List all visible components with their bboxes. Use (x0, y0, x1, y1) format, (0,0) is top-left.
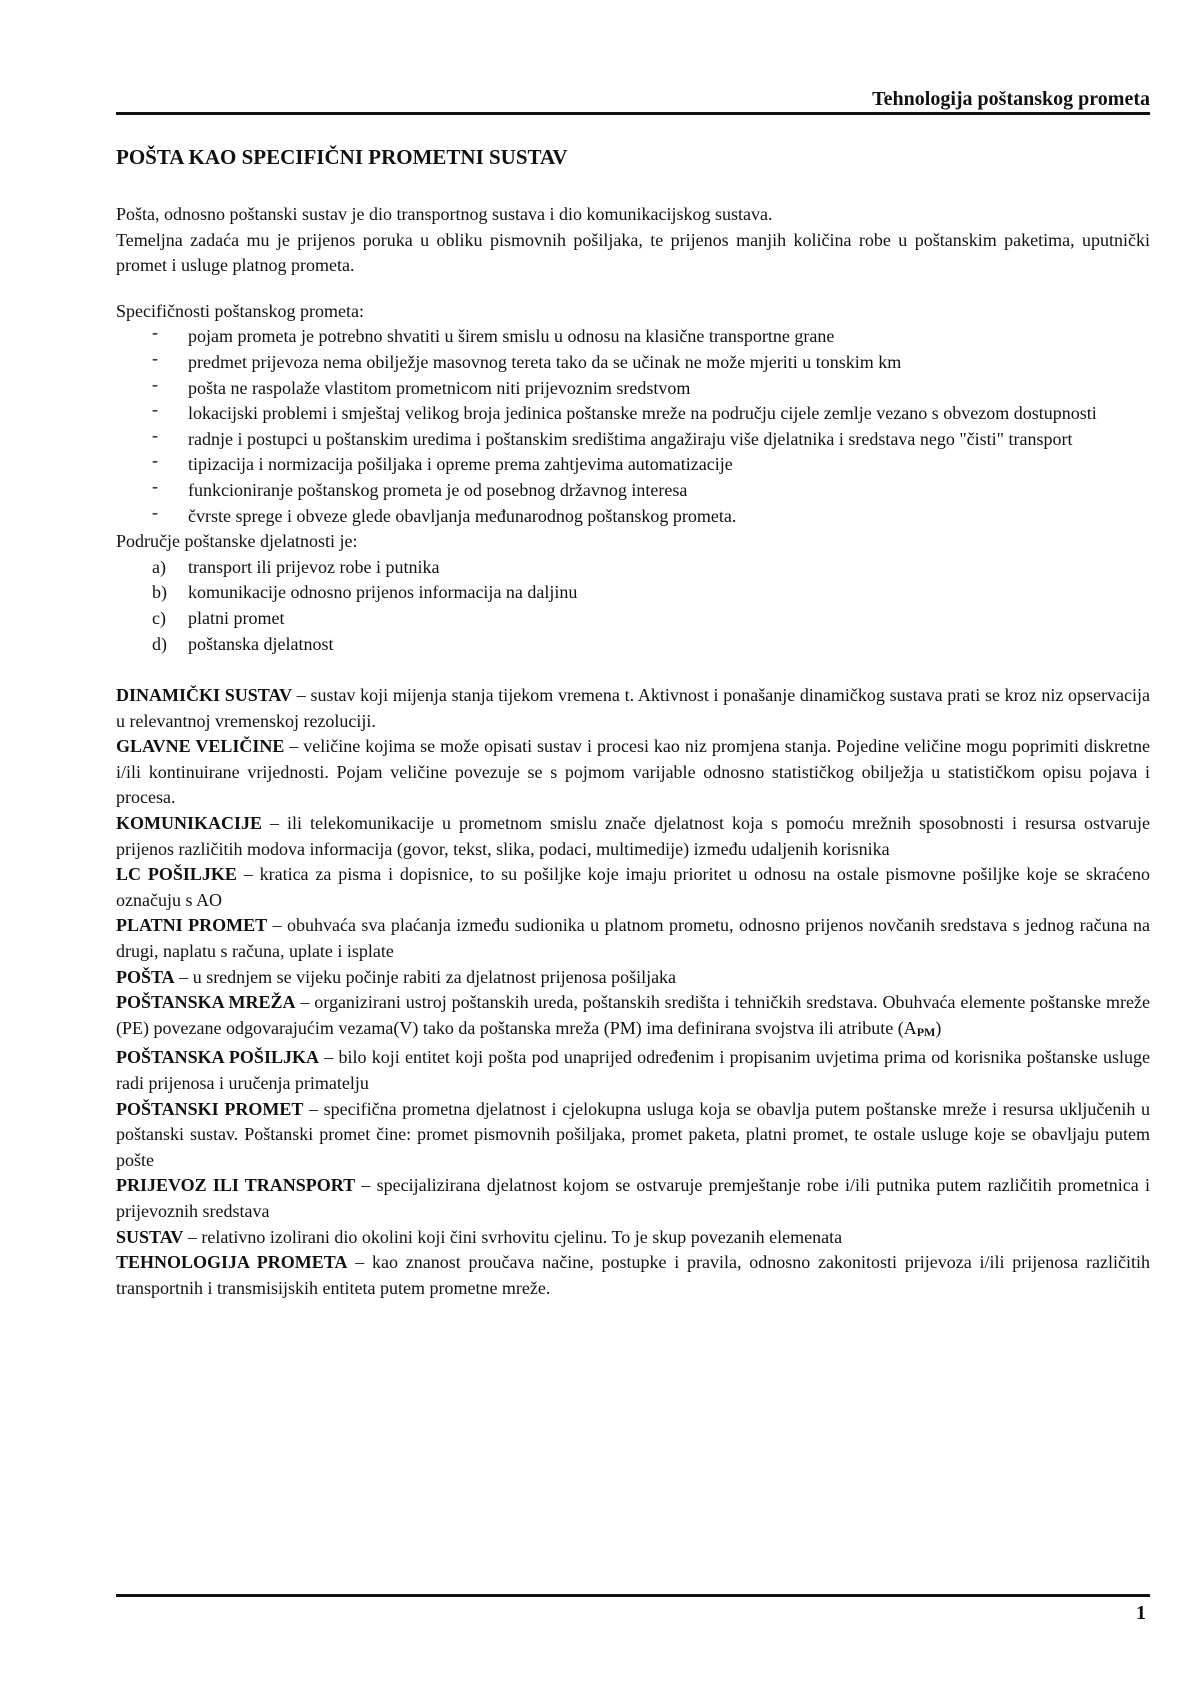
list-item: c) platni promet (152, 607, 285, 628)
list-item: a) transport ili prijevoz robe i putnika (152, 556, 440, 577)
glossary-term: TEHNOLOGIJA PROMETA (116, 1252, 348, 1273)
list-item: d) poštanska djelatnost (152, 633, 334, 654)
bullet-marker: - (152, 347, 158, 368)
list-item: b) komunikacije odnosno prijenos informacija na daljinu (152, 582, 578, 603)
glossary-entry: TEHNOLOGIJA PROMETA – kao znanost proučava načine, postupke i pravila, odnosno zakonitosti prijevoza i/ili prijenosa različitih transportnih i transmisijskih entiteta putem prometne mreže. (116, 1252, 1150, 1298)
list-item: - predmet prijevoza nema obilježje masovnog tereta tako da se učinak ne može mjeriti u tonskim km (152, 347, 902, 372)
glossary (116, 683, 1150, 1301)
glossary-entry: PRIJEVOZ ILI TRANSPORT – specijalizirana djelatnost kojom se ostvaruje premještanje robe i/ili putnika putem različitih prometnica i prijevoznih sredstava (116, 1175, 1150, 1221)
specificities-list (116, 324, 1150, 529)
bullet-marker: - (152, 501, 158, 522)
glossary-term: POŠTA (116, 966, 175, 987)
glossary-entry: GLAVNE VELIČINE – veličine kojima se može opisati sustav i procesi kao niz promjena stanja. Pojedine veličine mogu poprimiti diskretne i/ili kontinuirane vrijednosti. Pojam veličine povezuje se s pojmom varijable odnosno statističkog obilježja u statističkom opisu pojava i procesa. (116, 736, 1151, 808)
glossary-entry: POŠTANSKA MREŽA – organizirani ustroj poštanskih ureda, poštanskih središta i tehničkih sredstava. Obuhvaća elemente poštanske mreže (PE) povezane odgovarajućim vezama(V) tako da poštanska mreža (PM) ima definirana svojstva ili atribute $(A_{PM})$ (116, 992, 1150, 1039)
list-item: - radnje i postupci u poštanskim uredima i poštanskim središtima angažiraju više djelatnika i sredstava nego "čisti" transport (152, 424, 1073, 449)
glossary-entry: KOMUNIKACIJE – ili telekomunikacije u prometnom smislu znače djelatnost koja s pomoću mrežnih sposobnosti i resursa ostvaruje prijenos različitih modova informacija (govor, tekst, slika, podaci, multimedije) između udaljenih korisnika (116, 813, 1150, 859)
header-rule (116, 112, 1150, 115)
bullet-marker: - (152, 424, 158, 445)
areas-heading: Područje poštanske djelatnosti je: (116, 531, 358, 552)
glossary-entry: SUSTAV – relativno izolirani dio okolini koji čini svrhovitu cjelinu. To je skup povezanih elemenata (116, 1226, 843, 1247)
running-header: Tehnologija poštanskog prometa (872, 88, 1150, 110)
list-item: - lokacijski problemi i smještaj velikog broja jedinica poštanske mreže na području cijele zemlje vezano s obvezom dostupnosti (152, 399, 1097, 424)
glossary-term: PRIJEVOZ ILI TRANSPORT (116, 1175, 356, 1196)
glossary-term: SUSTAV (116, 1226, 184, 1247)
intro-paragraph-2: Temeljna zadaća mu je prijenos poruka u obliku pismovnih pošiljaka, te prijenos manjih količina robe u poštanskim paketima, uputnički promet i usluge platnog prometa. (116, 229, 1150, 276)
bullet-marker: - (152, 322, 158, 343)
glossary-term: POŠTANSKI PROMET (116, 1098, 304, 1119)
glossary-term: POŠTANSKA POŠILJKA (116, 1047, 319, 1068)
glossary-term: GLAVNE VELIČINE (116, 736, 285, 757)
list-item: - funkcioniranje poštanskog prometa je od posebnog državnog interesa (152, 475, 688, 500)
glossary-entry: DINAMIČKI SUSTAV – sustav koji mijenja stanja tijekom vremena t. Aktivnost i ponašanje dinamičkog sustava prati se kroz niz opservacija u relevantnoj vremenskoj rezoluciji. (116, 685, 1151, 731)
list-item: - pošta ne raspolaže vlastitom prometnicom niti prijevoznim sredstvom (152, 373, 691, 398)
areas-list (116, 555, 1150, 657)
bullet-marker: - (152, 373, 158, 394)
glossary-term: DINAMIČKI SUSTAV (116, 685, 293, 706)
glossary-entry: POŠTANSKA POŠILJKA – bilo koji entitet koji pošta pod unaprijed određenim i propisanim uvjetima prima od korisnika poštanske usluge radi prijenosa i uručenja primatelju (116, 1047, 1150, 1093)
glossary-entry: POŠTANSKI PROMET – specifična prometna djelatnost i cjelokupna usluga koja se obavlja putem poštanske mreže i resursa uključenih u poštanski sustav. Poštanski promet čine: promet pismovnih pošiljaka, promet paketa, platni promet, te ostale usluge koje se obavljaju putem pošte (116, 1098, 1151, 1170)
list-item: - pojam prometa je potrebno shvatiti u širem smislu u odnosu na klasične transportne grane (152, 322, 835, 347)
footer-rule (116, 1594, 1150, 1597)
list-item: - čvrste sprege i obveze glede obavljanja međunarodnog poštanskog prometa. (152, 501, 737, 526)
specificities-heading: Specifičnosti poštanskog prometa: (116, 300, 364, 321)
page-content (116, 144, 1150, 1301)
glossary-entry: PLATNI PROMET – obuhvaća sva plaćanja između sudionika u platnom prometu, odnosno prijenos novčanih sredstava s jednog računa na drugi, naplatu s računa, uplate i isplate (116, 915, 1150, 962)
glossary-entry: LC POŠILJKE – kratica za pisma i dopisnice, to su pošiljke koje imaju prioritet u odnosu na ostale pismovne pošiljke koje se skraćeno označuju s AO (116, 864, 1150, 910)
glossary-entry: POŠTA – u srednjem se vijeku počinje rabiti za djelatnost prijenosa pošiljaka (116, 966, 677, 987)
bullet-marker: - (152, 399, 158, 420)
bullet-marker: - (152, 450, 158, 471)
list-item: - tipizacija i normizacija pošiljaka i opreme prema zahtjevima automatizacije (152, 450, 733, 475)
bullet-marker: - (152, 475, 158, 496)
page-number: 1 (1136, 1602, 1146, 1624)
page-title: POŠTA KAO SPECIFIČNI PROMETNI SUSTAV (116, 145, 568, 169)
glossary-term: POŠTANSKA MREŽA (116, 992, 296, 1013)
glossary-term: KOMUNIKACIJE (116, 813, 263, 834)
glossary-term: LC POŠILJKE (116, 864, 237, 885)
intro-paragraph-1: Pošta, odnosno poštanski sustav je dio transportnog sustava i dio komunikacijskog sustava. (116, 204, 773, 224)
glossary-term: PLATNI PROMET (116, 915, 268, 936)
